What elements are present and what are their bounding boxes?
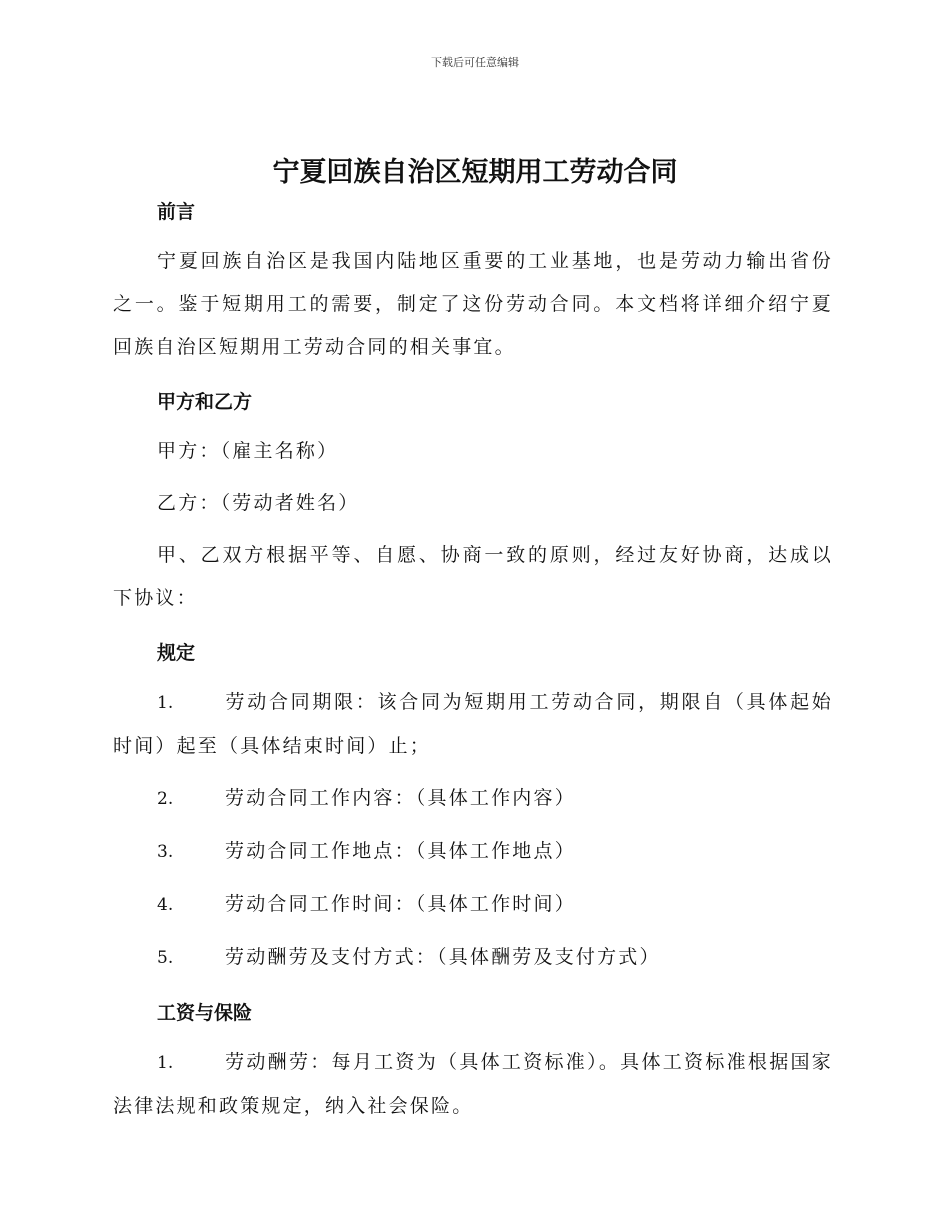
provision-number: 5. xyxy=(157,948,174,968)
provision-text: 劳动酬劳及支付方式：（具体酬劳及支付方式） xyxy=(225,946,661,968)
wage-number: 1. xyxy=(157,1053,174,1073)
section-heading-wages: 工资与保险 xyxy=(157,1002,253,1024)
provision-number: 2. xyxy=(157,789,174,809)
provision-number: 3. xyxy=(157,842,174,862)
agreement-paragraph: 甲、乙双方根据平等、自愿、协商一致的原则，经过友好协商，达成以下协议： xyxy=(113,544,833,609)
provision-text: 劳动合同工作地点：（具体工作地点） xyxy=(225,840,576,862)
provision-item xyxy=(113,777,833,821)
preface-paragraph: 宁夏回族自治区是我国内陆地区重要的工业基地，也是劳动力输出省份之一。鉴于短期用工的需要，制定了这份劳动合同。本文档将详细介绍宁夏回族自治区短期用工劳动合同的相关事宜。 xyxy=(113,250,833,358)
document-body xyxy=(113,188,833,1137)
provision-item xyxy=(113,936,833,980)
wage-text: 劳动酬劳：每月工资为（具体工资标准）。具体工资标准根据国家法律法规和政策规定，纳入社会保险。 xyxy=(113,1051,833,1117)
provision-number: 4. xyxy=(157,895,174,915)
provision-text: 劳动合同工作时间：（具体工作时间） xyxy=(225,893,576,915)
provision-number: 1. xyxy=(157,693,174,713)
wage-item xyxy=(113,1041,833,1128)
provision-text: 劳动合同工作内容：（具体工作内容） xyxy=(225,787,576,809)
provision-item xyxy=(113,883,833,927)
section-heading-provisions: 规定 xyxy=(157,642,196,664)
document-title: 宁夏回族自治区短期用工劳动合同 xyxy=(272,157,678,188)
provision-text: 劳动合同期限：该合同为短期用工劳动合同，期限自（具体起始时间）起至（具体结束时间）止； xyxy=(113,691,833,757)
section-heading-preface: 前言 xyxy=(157,201,196,223)
party-a-line: 甲方：（雇主名称） xyxy=(157,440,339,462)
party-b-line: 乙方：（劳动者姓名） xyxy=(157,492,360,514)
section-heading-parties: 甲方和乙方 xyxy=(157,391,253,413)
provision-item xyxy=(113,830,833,874)
provision-item xyxy=(113,681,833,768)
header-note: 下载后可任意编辑 xyxy=(431,56,519,69)
